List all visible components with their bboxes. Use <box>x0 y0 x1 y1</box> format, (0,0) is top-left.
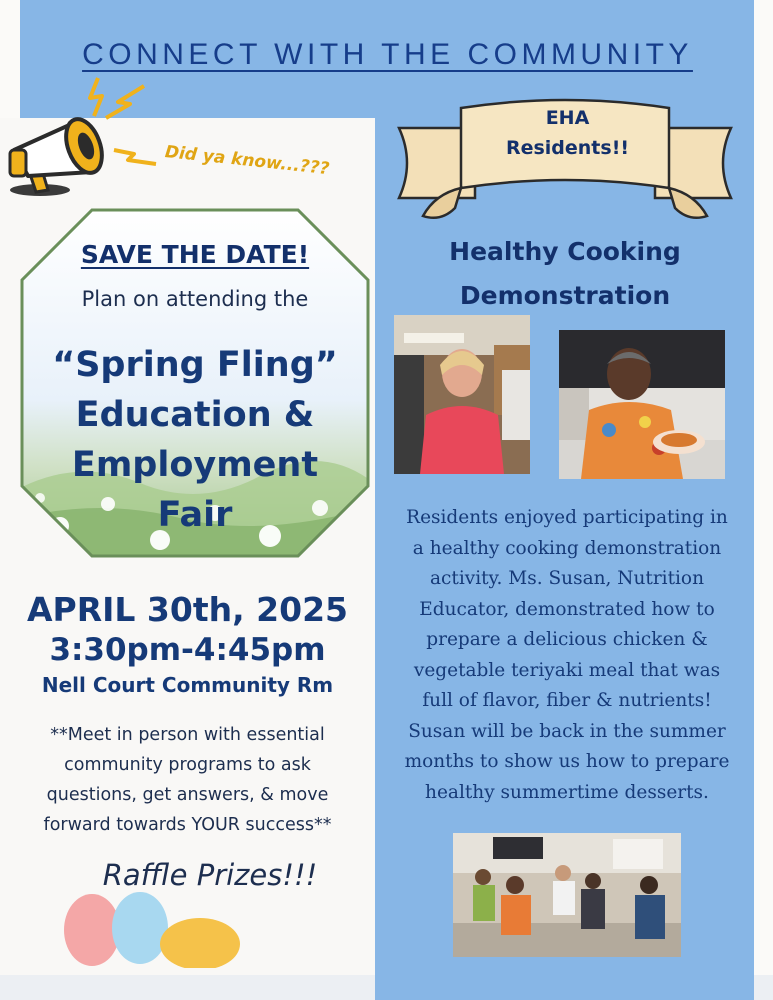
body-line: Residents enjoyed participating in <box>406 507 728 528</box>
bottom-blue-strip <box>375 975 754 1000</box>
event-name-line: Fair <box>157 495 233 535</box>
event-name-line: Employment <box>71 445 319 485</box>
body-line: a healthy cooking demonstration <box>412 537 722 559</box>
cooking-title-line: Demonstration <box>459 281 671 310</box>
event-name-line: Education & <box>75 395 315 435</box>
did-ya-know-callout: Did ya know...??? <box>163 142 331 180</box>
body-line: prepare a delicious chicken & <box>426 629 708 650</box>
cooking-description <box>383 503 751 808</box>
easter-eggs-icon <box>60 888 250 968</box>
banner-line: Residents!! <box>505 137 630 159</box>
event-time: 3:30pm-4:45pm <box>49 632 326 668</box>
save-the-date-heading: SAVE THE DATE! <box>80 240 310 269</box>
body-line: full of flavor, fiber & nutrients! <box>422 690 712 711</box>
page-title: CONNECT WITH THE COMMUNITY <box>82 38 693 71</box>
event-description <box>10 720 365 840</box>
description-line: **Meet in person with essential <box>50 725 325 745</box>
banner-line: EHA <box>545 107 590 129</box>
photo-group-residents <box>453 833 681 957</box>
body-line: vegetable teriyaki meal that was <box>413 659 721 681</box>
body-line: healthy summertime desserts. <box>425 781 709 803</box>
photo-nutrition-educator <box>394 315 530 474</box>
description-line: forward towards YOUR success** <box>43 815 332 835</box>
body-line: activity. Ms. Susan, Nutrition <box>430 568 704 589</box>
event-name-line: “Spring Fling” <box>52 345 338 385</box>
description-line: questions, get answers, & move <box>46 785 329 805</box>
description-line: community programs to ask <box>64 755 311 775</box>
event-date: APRIL 30th, 2025 <box>27 590 348 629</box>
event-location: Nell Court Community Rm <box>41 673 334 697</box>
plan-text: Plan on attending the <box>81 287 309 311</box>
megaphone-icon <box>6 72 166 202</box>
raffle-text: Raffle Prizes!!! <box>102 858 318 892</box>
event-name <box>20 340 370 540</box>
body-line: Educator, demonstrated how to <box>419 598 715 620</box>
photo-resident <box>559 330 725 479</box>
right-margin <box>754 0 773 1000</box>
body-line: Susan will be back in the summer <box>408 720 726 742</box>
cooking-title-line: Healthy Cooking <box>449 237 681 266</box>
cooking-title <box>390 230 740 318</box>
body-line: months to show us how to prepare <box>404 751 730 772</box>
banner-text <box>480 103 655 163</box>
